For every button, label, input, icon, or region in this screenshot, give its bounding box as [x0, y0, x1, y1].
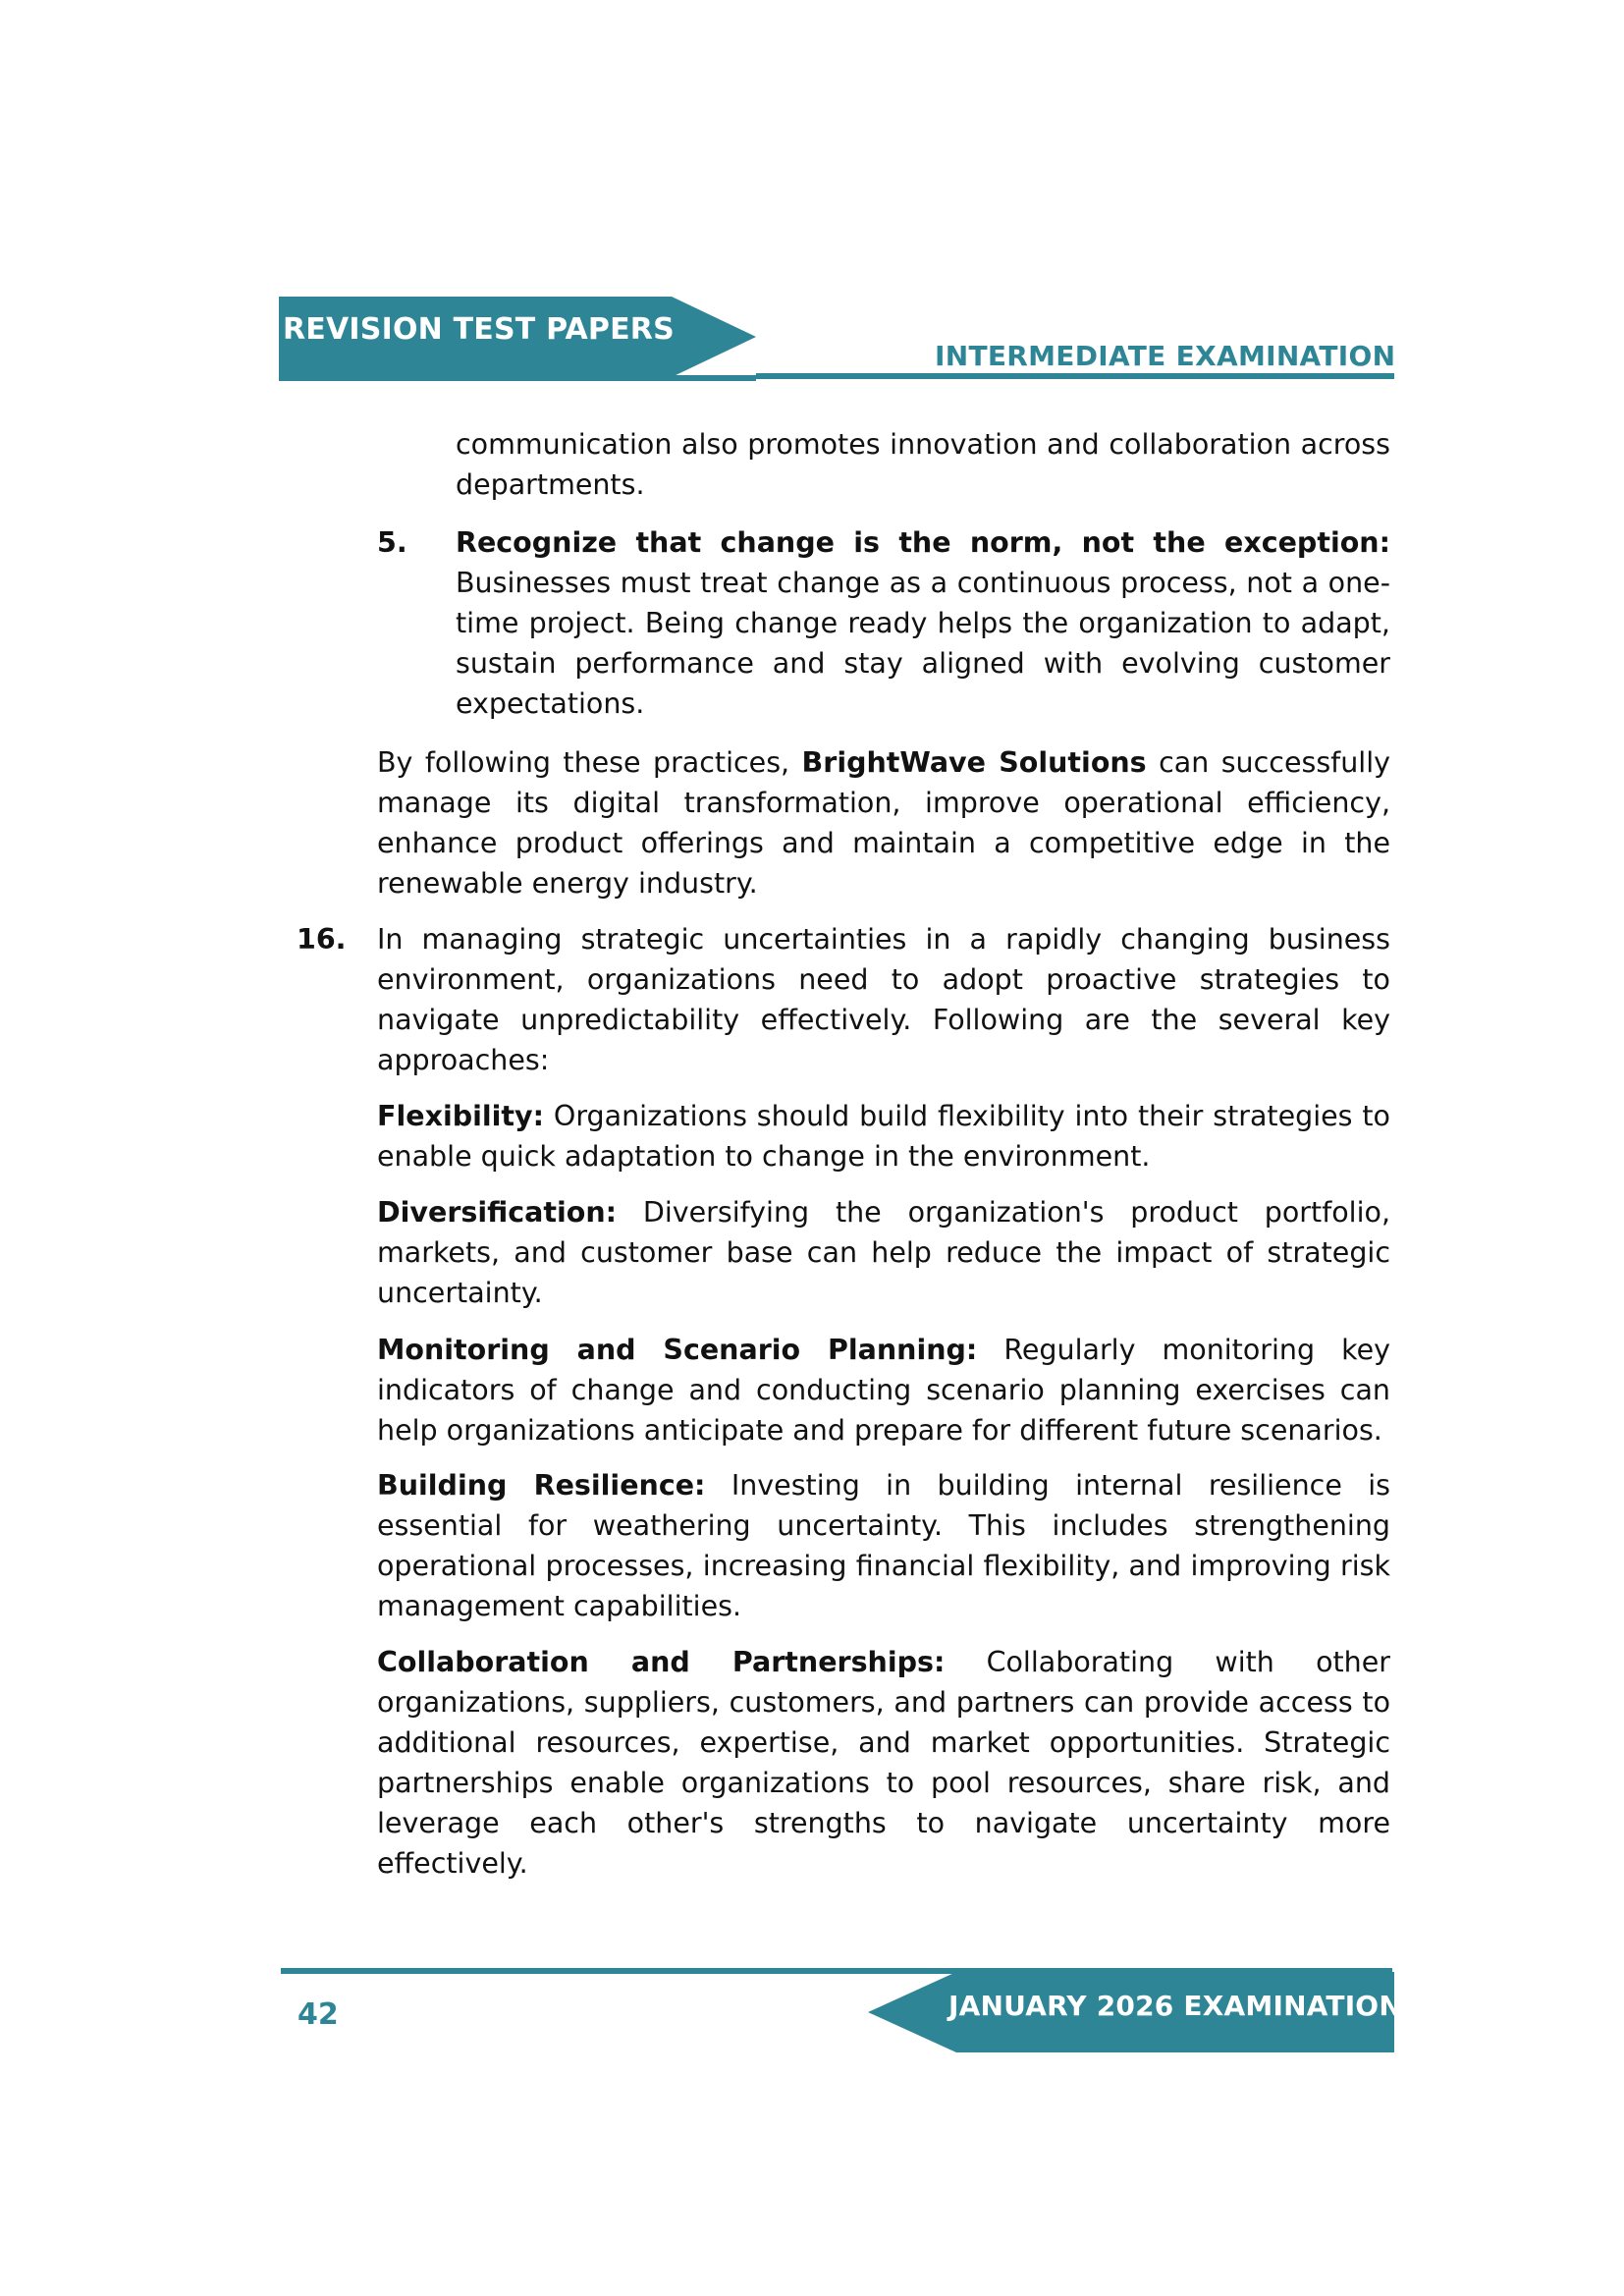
header-rule — [756, 373, 1394, 381]
point-heading: Diversification: — [377, 1196, 618, 1229]
question-intro: In managing strategic uncertainties in a rapidly changing business environment, organizations need to adopt proactive strategies to navigate unpredictability effectively. Following are the several key approaches: — [377, 923, 1390, 1076]
item-text: Businesses must treat change as a continuous process, not a one-time project. Being change ready helps the organization to adapt, sustain performance and stay aligned with evolving customer expectations. — [456, 567, 1390, 720]
point-text: Diversifying the organization's product portfolio, markets, and customer base can help reduce the impact of strategic uncertainty. — [377, 1196, 1390, 1309]
question-number: 16. — [297, 923, 347, 956]
company-name: BrightWave Solutions — [801, 746, 1147, 779]
point-collaboration — [377, 1642, 1390, 1884]
header-title: REVISION TEST PAPERS — [283, 312, 675, 347]
continued-paragraph: communication also promotes innovation and collaboration across departments. — [456, 428, 1390, 501]
point-heading: Flexibility: — [377, 1100, 545, 1132]
footer-exam-label: JANUARY 2026 EXAMINATION — [948, 1990, 1402, 2022]
item-heading: Recognize that change is the norm, not the exception: — [456, 526, 1390, 559]
header-exam-label: INTERMEDIATE EXAMINATION — [935, 340, 1396, 372]
point-diversification — [377, 1192, 1390, 1313]
conclusion-paragraph: By following these practices, BrightWave Solutions can successfully manage its digital transformation, improve operational efficiency, enhance product offerings and maintain a competitive edge in the renewable energy industry. — [377, 746, 1390, 900]
point-text: Collaborating with other organizations, suppliers, customers, and partners can provide access to additional resources, expertise, and market opportunities. Strategic partnerships enable organizations to pool resources, share risk, and leverage each other's strengths to navigate uncertainty more effectively. — [377, 1646, 1390, 1880]
list-item-5 — [456, 522, 1390, 724]
point-text: Investing in building internal resilience is essential for weathering uncertainty. This includes strengthening operational processes, increasing financial flexibility, and improving risk management capabilities. — [377, 1469, 1390, 1622]
point-heading: Monitoring and Scenario Planning: — [377, 1334, 978, 1366]
point-monitoring — [377, 1330, 1390, 1450]
point-text: Organizations should build flexibility into their strategies to enable quick adaptation to change in the environment. — [377, 1100, 1390, 1173]
point-heading: Collaboration and Partnerships: — [377, 1646, 946, 1678]
item-number: 5. — [377, 526, 407, 559]
page-number: 42 — [298, 1997, 339, 2032]
point-flexibility — [377, 1096, 1390, 1176]
point-heading: Building Resilience: — [377, 1469, 706, 1502]
point-resilience — [377, 1465, 1390, 1626]
point-text: Regularly monitoring key indicators of change and conducting scenario planning exercises can help organizations anticipate and prepare for different future scenarios. — [377, 1334, 1390, 1447]
